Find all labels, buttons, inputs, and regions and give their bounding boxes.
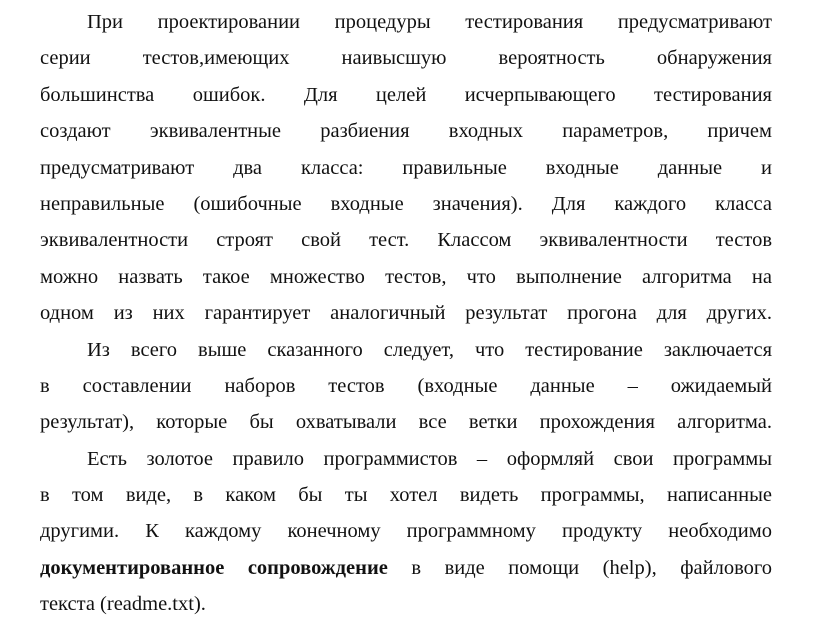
text-line-last: текста (readme.txt). (40, 593, 206, 616)
text-line: другими. К каждому конечному программному продукту необходимо (40, 520, 772, 543)
document-page (40, 4, 772, 623)
text-line: в том виде, в каком бы ты хотел видеть программы, написанные (40, 484, 772, 507)
text-line: предусматривают два класса: правильные входные данные и (40, 156, 772, 179)
text-line: в составлении наборов тестов (входные данные – ожидаемый (40, 374, 772, 397)
text-line: Есть золотое правило программистов – оформляй свои программы (87, 447, 772, 470)
text-line: большинства ошибок. Для целей исчерпывающего тестирования (40, 83, 772, 106)
text-line: результат), которые бы охватывали все ветки прохождения алгоритма. (40, 411, 772, 434)
text-line: создают эквивалентные разбиения входных параметров, причем (40, 120, 772, 143)
text-line: Из всего выше сказанного следует, что тестирование заключается (87, 338, 772, 361)
text-line: эквивалентности строят свой тест. Классом эквивалентности тестов (40, 229, 772, 252)
text-line: серии тестов,имеющих наивысшую вероятность обнаружения (40, 47, 772, 70)
text-fragment: в виде помощи (help), файлового (387, 556, 773, 579)
text-line: При проектировании процедуры тестирования предусматривают (87, 11, 772, 33)
text-line-with-bold (40, 550, 772, 586)
bold-term: документированное сопровождение (40, 556, 388, 579)
text-line: одном из них гарантирует аналогичный результат прогона для других. (40, 302, 772, 325)
text-line: можно назвать такое множество тестов, что выполнение алгоритма на (40, 265, 772, 288)
text-line: неправильные (ошибочные входные значения). Для каждого класса (40, 192, 772, 215)
